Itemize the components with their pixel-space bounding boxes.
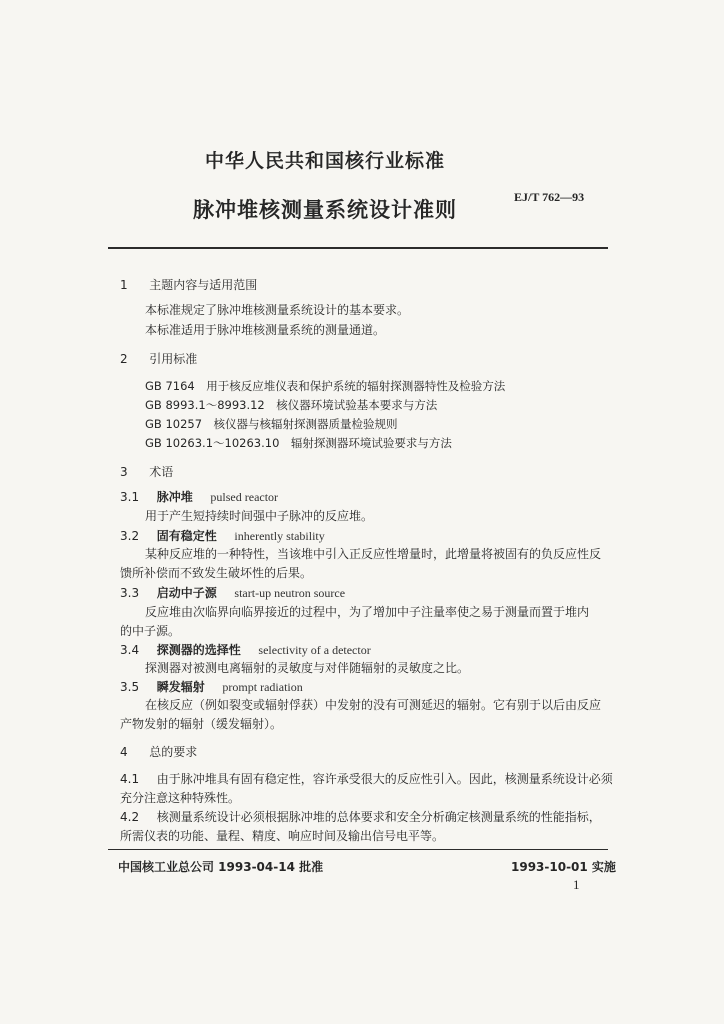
term-chinese: 固有稳定性 [156, 529, 217, 543]
paragraph: 本标准规定了脉冲堆核测量系统设计的基本要求。 [145, 303, 410, 317]
term-chinese: 脉冲堆 [156, 490, 193, 504]
term-chinese: 启动中子源 [156, 586, 217, 600]
section-number: 4 [120, 745, 128, 759]
clause-number: 4.1 [120, 772, 140, 786]
clause-line [120, 809, 601, 825]
term-english: prompt radiation [222, 680, 303, 694]
reference-item: GB 8993.1～8993.12 核仪器环境试验基本要求与方法 [145, 398, 438, 412]
term-definition-continued: 馈所补偿而不致发生破坏性的后果。 [120, 566, 313, 580]
term-number: 3.1 [120, 490, 140, 504]
section-4-heading [120, 744, 197, 760]
document-title: 脉冲堆核测量系统设计准则 [193, 198, 457, 222]
term-definition: 用于产生短持续时间强中子脉冲的反应堆。 [145, 509, 374, 523]
term-english: start-up neutron source [234, 586, 346, 600]
issuing-org-heading: 中华人民共和国核行业标准 [204, 150, 445, 172]
term-heading [120, 528, 325, 544]
term-definition-continued: 的中子源。 [120, 624, 181, 638]
reference-item: GB 10257 核仪器与核辐射探测器质量检验规则 [145, 417, 398, 431]
section-number: 1 [120, 278, 128, 292]
section-number: 3 [120, 465, 128, 479]
term-english: inherently stability [234, 529, 325, 543]
clause-continued: 所需仪表的功能、量程、精度、响应时间及输出信号电平等。 [120, 829, 445, 843]
term-chinese: 探测器的选择性 [156, 643, 241, 657]
reference-item: GB 7164 用于核反应堆仪表和保护系统的辐射探测器特性及检验方法 [145, 379, 506, 393]
clause-text: 核测量系统设计必须根据脉冲堆的总体要求和安全分析确定核测量系统的性能指标， [156, 810, 601, 824]
term-chinese: 瞬发辐射 [156, 680, 205, 694]
section-1-heading [120, 277, 257, 293]
reference-item: GB 10263.1～10263.10 辐射探测器环境试验要求与方法 [145, 436, 452, 450]
term-number: 3.3 [120, 586, 140, 600]
section-2-heading [120, 351, 197, 367]
term-heading [120, 642, 371, 658]
section-title: 主题内容与适用范围 [149, 278, 258, 292]
term-heading [120, 489, 278, 505]
clause-text: 由于脉冲堆具有固有稳定性，容许承受很大的反应性引入。因此，核测量系统设计必须 [156, 772, 613, 786]
paragraph: 本标准适用于脉冲堆核测量系统的测量通道。 [145, 323, 386, 337]
clause-line [120, 771, 613, 787]
term-heading [120, 585, 345, 601]
clause-number: 4.2 [120, 810, 140, 824]
term-number: 3.2 [120, 529, 140, 543]
term-definition: 反应堆由次临界向临界接近的过程中，为了增加中子注量率使之易于测量而置于堆内 [145, 605, 590, 619]
effective-date: 1993-10-01 实施 [511, 860, 616, 874]
section-title: 总的要求 [149, 745, 198, 759]
section-number: 2 [120, 352, 128, 366]
standard-code: EJ/T 762—93 [514, 190, 585, 204]
section-3-heading [120, 464, 173, 480]
clause-continued: 充分注意这种特殊性。 [120, 791, 241, 805]
section-title: 术语 [149, 465, 174, 479]
term-definition: 在核反应（例如裂变或辐射俘获）中发射的没有可测延迟的辐射。它有别于以后由反应 [145, 698, 602, 712]
term-english: selectivity of a detector [258, 643, 371, 657]
section-title: 引用标准 [149, 352, 198, 366]
approval-note: 中国核工业总公司 1993-04-14 批准 [118, 860, 324, 874]
term-definition: 探测器对被测电离辐射的灵敏度与对伴随辐射的灵敏度之比。 [145, 661, 470, 675]
term-definition-continued: 产物发射的辐射（缓发辐射）。 [120, 717, 283, 731]
footer-divider [108, 849, 608, 850]
header-divider [108, 247, 608, 249]
page-number: 1 [573, 877, 580, 892]
term-english: pulsed reactor [210, 490, 279, 504]
term-definition: 某种反应堆的一种特性，当该堆中引入正反应性增量时，此增量将被固有的负反应性反 [145, 547, 602, 561]
term-number: 3.4 [120, 643, 140, 657]
term-number: 3.5 [120, 680, 140, 694]
term-heading [120, 679, 303, 695]
